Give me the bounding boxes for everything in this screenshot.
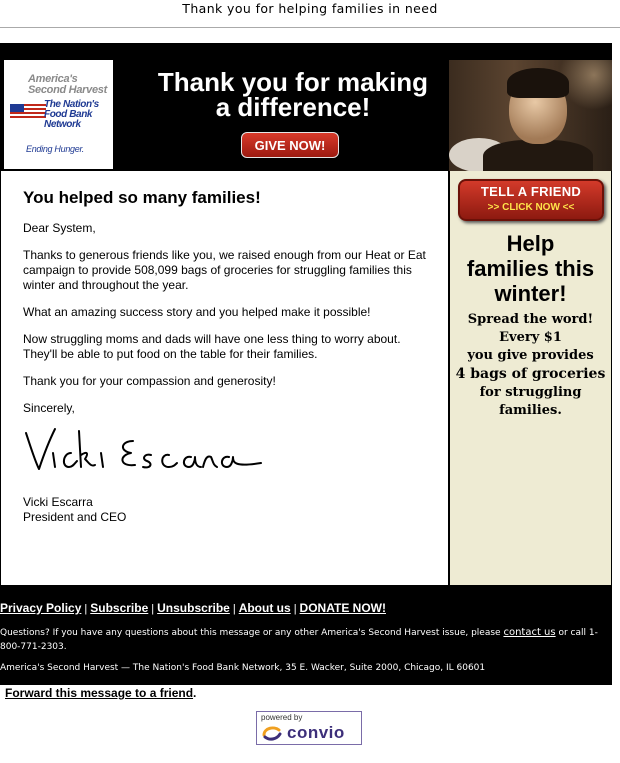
- greeting: Dear System,: [23, 221, 96, 235]
- sidebar: [450, 171, 611, 585]
- contact-us-link[interactable]: contact us: [503, 627, 556, 638]
- convio-logo-icon: [262, 725, 282, 741]
- donate-now-link[interactable]: DONATE NOW!: [299, 601, 386, 615]
- paragraph-1: Thanks to generous friends like you, we raised enough from our Heat or Eat campaign to provide 508,099 bags of groceries for struggling families this winter and throughout the year.: [23, 248, 426, 292]
- paragraph-4: Thank you for your compassion and generosity!: [23, 374, 276, 388]
- subject-divider: [0, 27, 620, 28]
- letter-heading: You helped so many families!: [23, 188, 261, 207]
- privacy-policy-link[interactable]: Privacy Policy: [0, 601, 82, 615]
- convio-badge[interactable]: [256, 711, 362, 745]
- child-photo: [449, 60, 612, 171]
- sidebar-headline: Help families this winter!: [466, 231, 595, 306]
- footer: [0, 585, 612, 685]
- logo-text: America's Second Harvest: [28, 73, 107, 96]
- forward-line: Forward this message to a friend.: [5, 686, 197, 700]
- signer-title: President and CEO: [23, 510, 127, 524]
- footer-links: Privacy Policy | Subscribe | Unsubscribe | About us | DONATE NOW!: [0, 601, 386, 615]
- about-us-link[interactable]: About us: [238, 601, 291, 615]
- logo-tagline: Ending Hunger.: [26, 144, 85, 154]
- powered-by-text: powered by: [261, 713, 303, 722]
- forward-link[interactable]: Forward this message to a friend: [5, 686, 194, 700]
- signer-name: Vicki Escarra: [23, 495, 93, 509]
- tell-a-friend-button[interactable]: TELL A FRIEND >> CLICK NOW <<: [458, 179, 604, 221]
- address-text: America's Second Harvest — The Nation's Food Bank Network, 35 E. Wacker, Suite 2000, Chicago, IL 60601: [0, 663, 486, 673]
- subscribe-link[interactable]: Subscribe: [90, 601, 149, 615]
- logo[interactable]: [4, 60, 113, 169]
- questions-text: Questions? If you have any questions about this message or any other America's Second Harvest issue, please contact us or call 1-800-771-2303.: [0, 627, 598, 652]
- flag-icon: [10, 104, 46, 118]
- sidebar-message: Spread the word! Every $1 you give provides 4 bags of groceries for struggling families.: [455, 312, 606, 418]
- logo-network-text: The Nation's Food Bank Network: [44, 99, 99, 130]
- email-subject: Thank you for helping families in need: [182, 1, 438, 16]
- letter-content: [1, 171, 448, 585]
- signature-icon: [23, 423, 263, 479]
- banner-title: Thank you for making a difference!: [157, 67, 429, 122]
- closing: Sincerely,: [23, 401, 75, 415]
- email-body: [0, 43, 612, 685]
- paragraph-3: Now struggling moms and dads will have one less thing to worry about. They'll be able to put food on the table for their families.: [23, 332, 401, 361]
- paragraph-2: What an amazing success story and you helped make it possible!: [23, 305, 371, 319]
- give-now-button[interactable]: GIVE NOW!: [241, 132, 339, 158]
- unsubscribe-link[interactable]: Unsubscribe: [157, 601, 230, 615]
- convio-wordmark: convio: [287, 723, 345, 742]
- header-banner: [0, 43, 612, 171]
